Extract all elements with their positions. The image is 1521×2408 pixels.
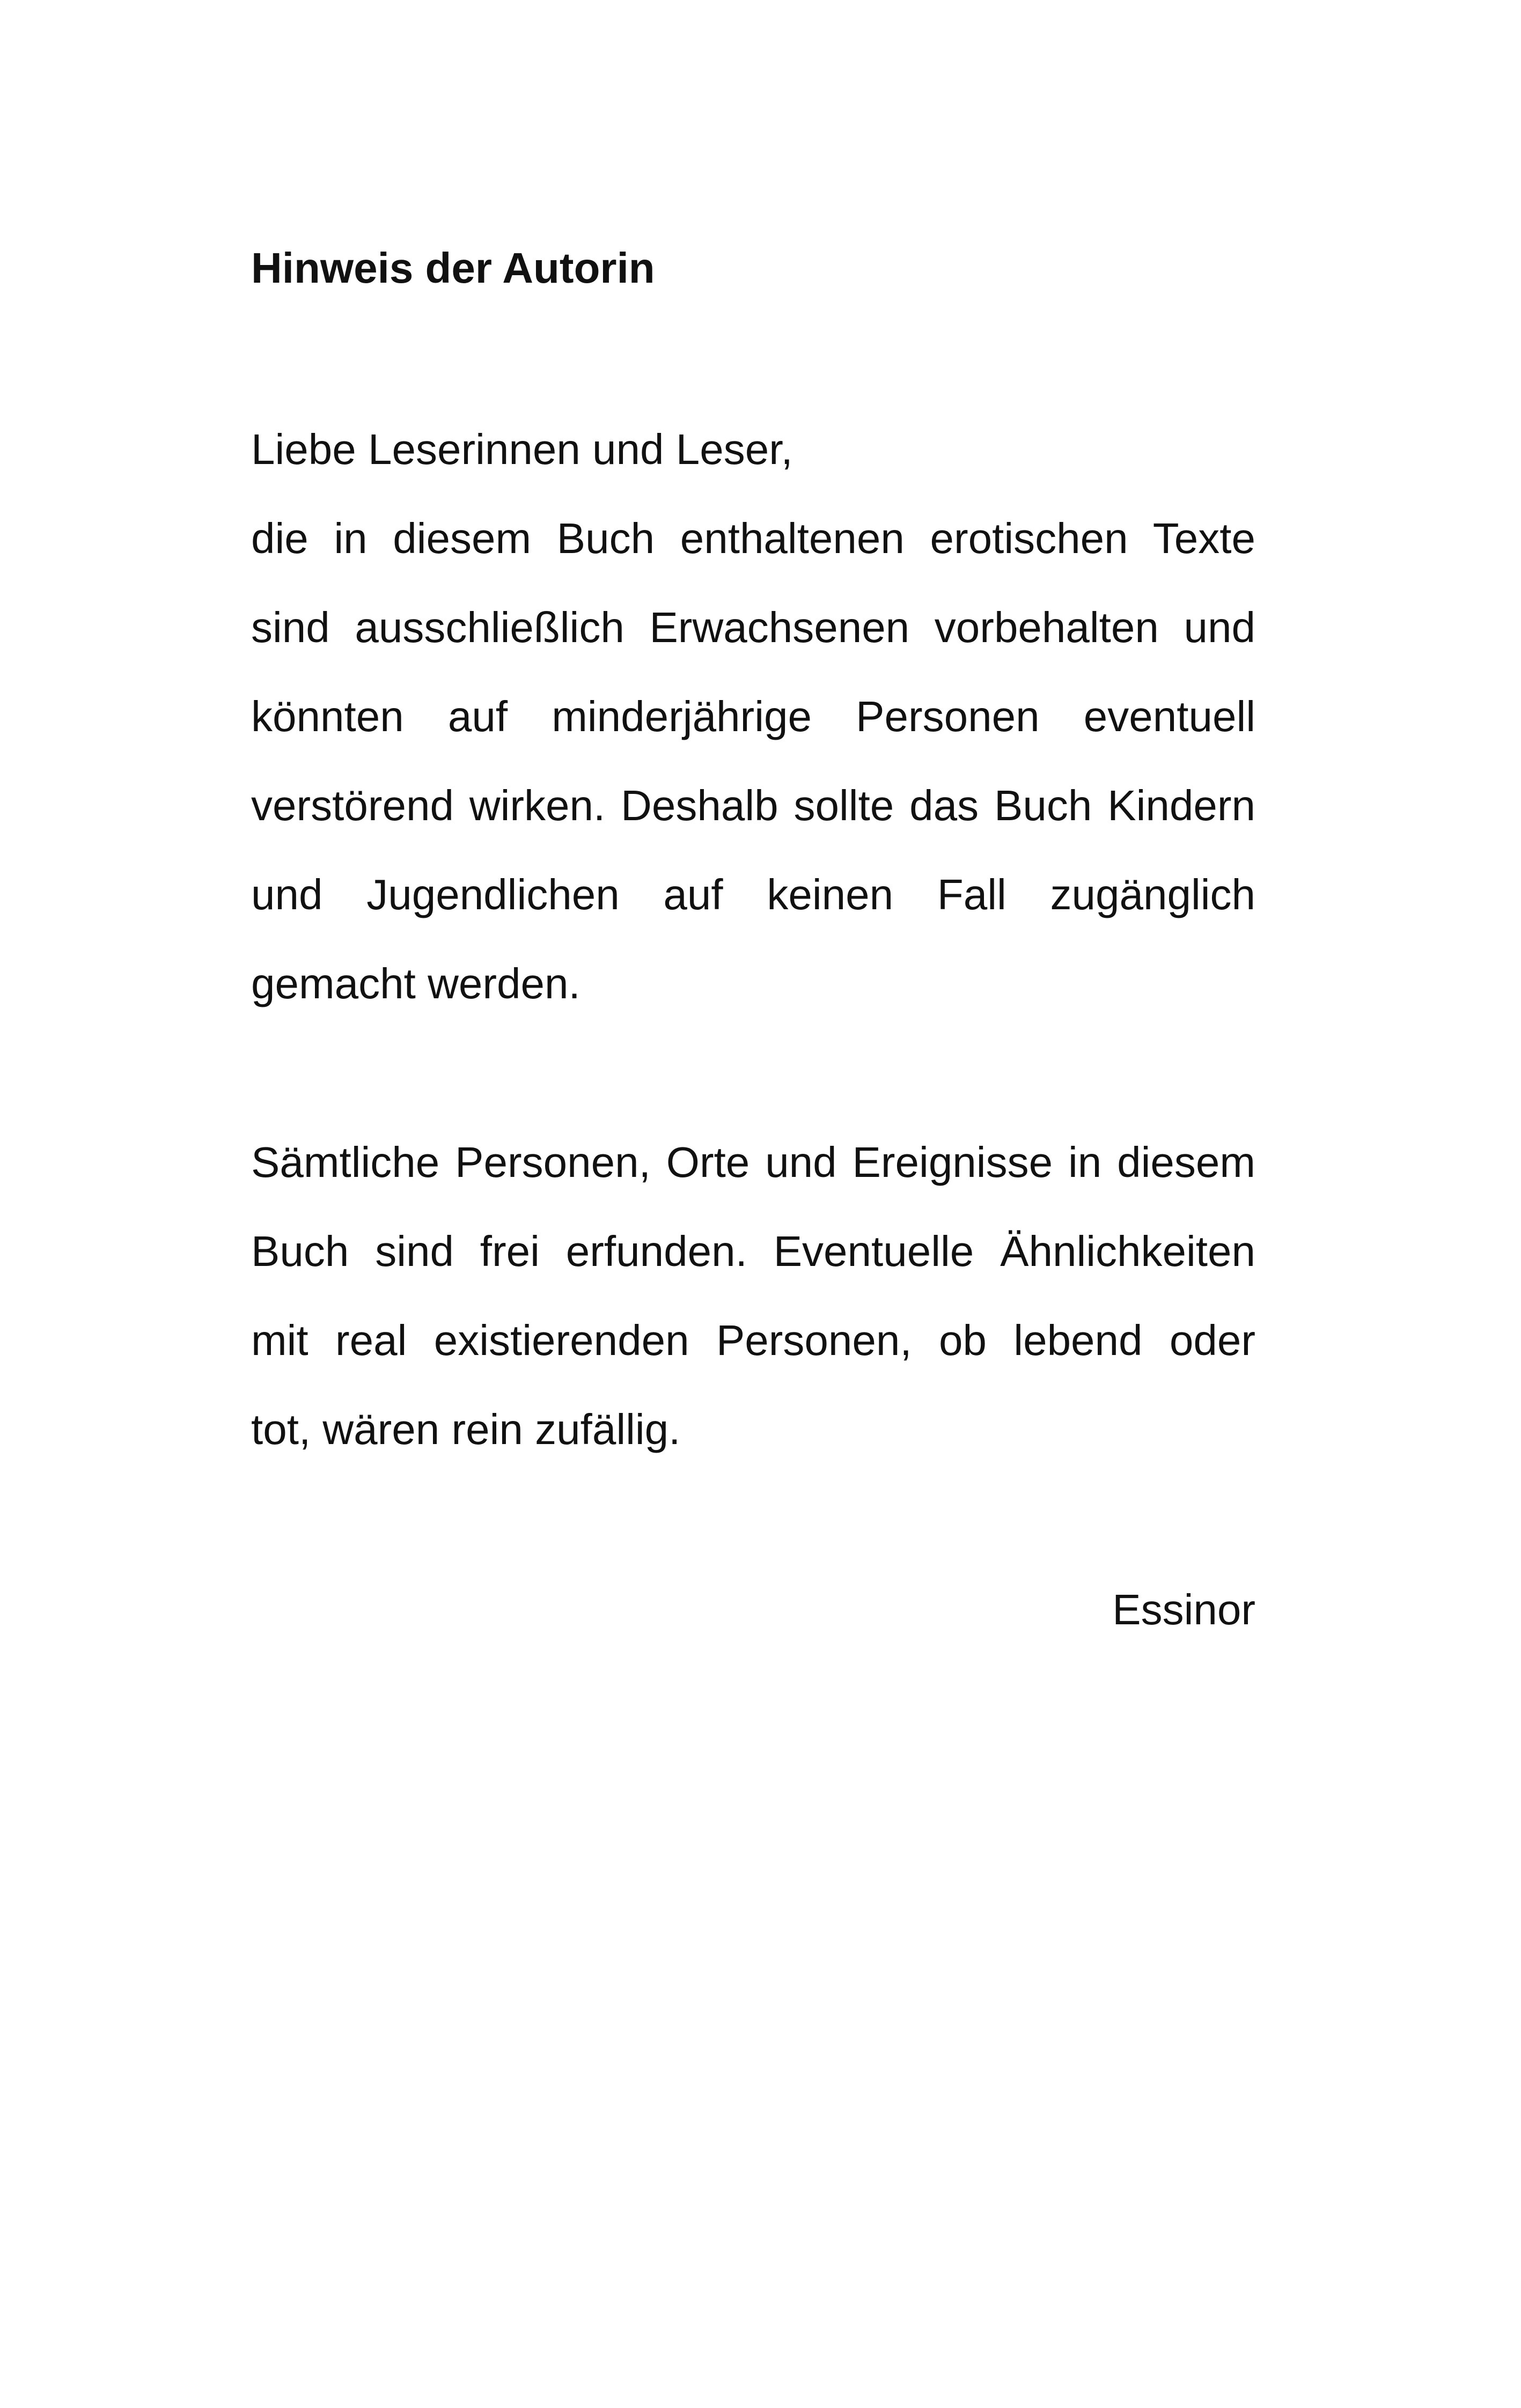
text-line: verstörend wirken. Deshalb sollte das Buch Kindern: [251, 782, 1255, 829]
text-line: sind ausschließlich Erwachsenen vorbehalten und: [251, 603, 1255, 651]
disclaimer-paragraph: [251, 1118, 1255, 1474]
text-line: tot, wären rein zufällig.: [251, 1405, 681, 1453]
text-line: die in diesem Buch enthaltenen erotischen Texte: [251, 514, 1255, 562]
salutation-line: Liebe Leserinnen und Leser,: [251, 425, 793, 473]
author-signature: Essinor: [1112, 1586, 1255, 1633]
text-line: könnten auf minderjährige Personen eventuell: [251, 693, 1255, 740]
page-title: Hinweis der Autorin: [251, 244, 655, 292]
text-line: Sämtliche Personen, Orte und Ereignisse in diesem: [251, 1138, 1255, 1186]
notice-paragraph: [251, 405, 1255, 1028]
text-line: mit real existierenden Personen, ob lebend oder: [251, 1316, 1255, 1364]
text-line: Buch sind frei erfunden. Eventuelle Ähnlichkeiten: [251, 1227, 1255, 1275]
text-line: und Jugendlichen auf keinen Fall zugänglich: [251, 871, 1255, 918]
text-line: gemacht werden.: [251, 960, 581, 1007]
